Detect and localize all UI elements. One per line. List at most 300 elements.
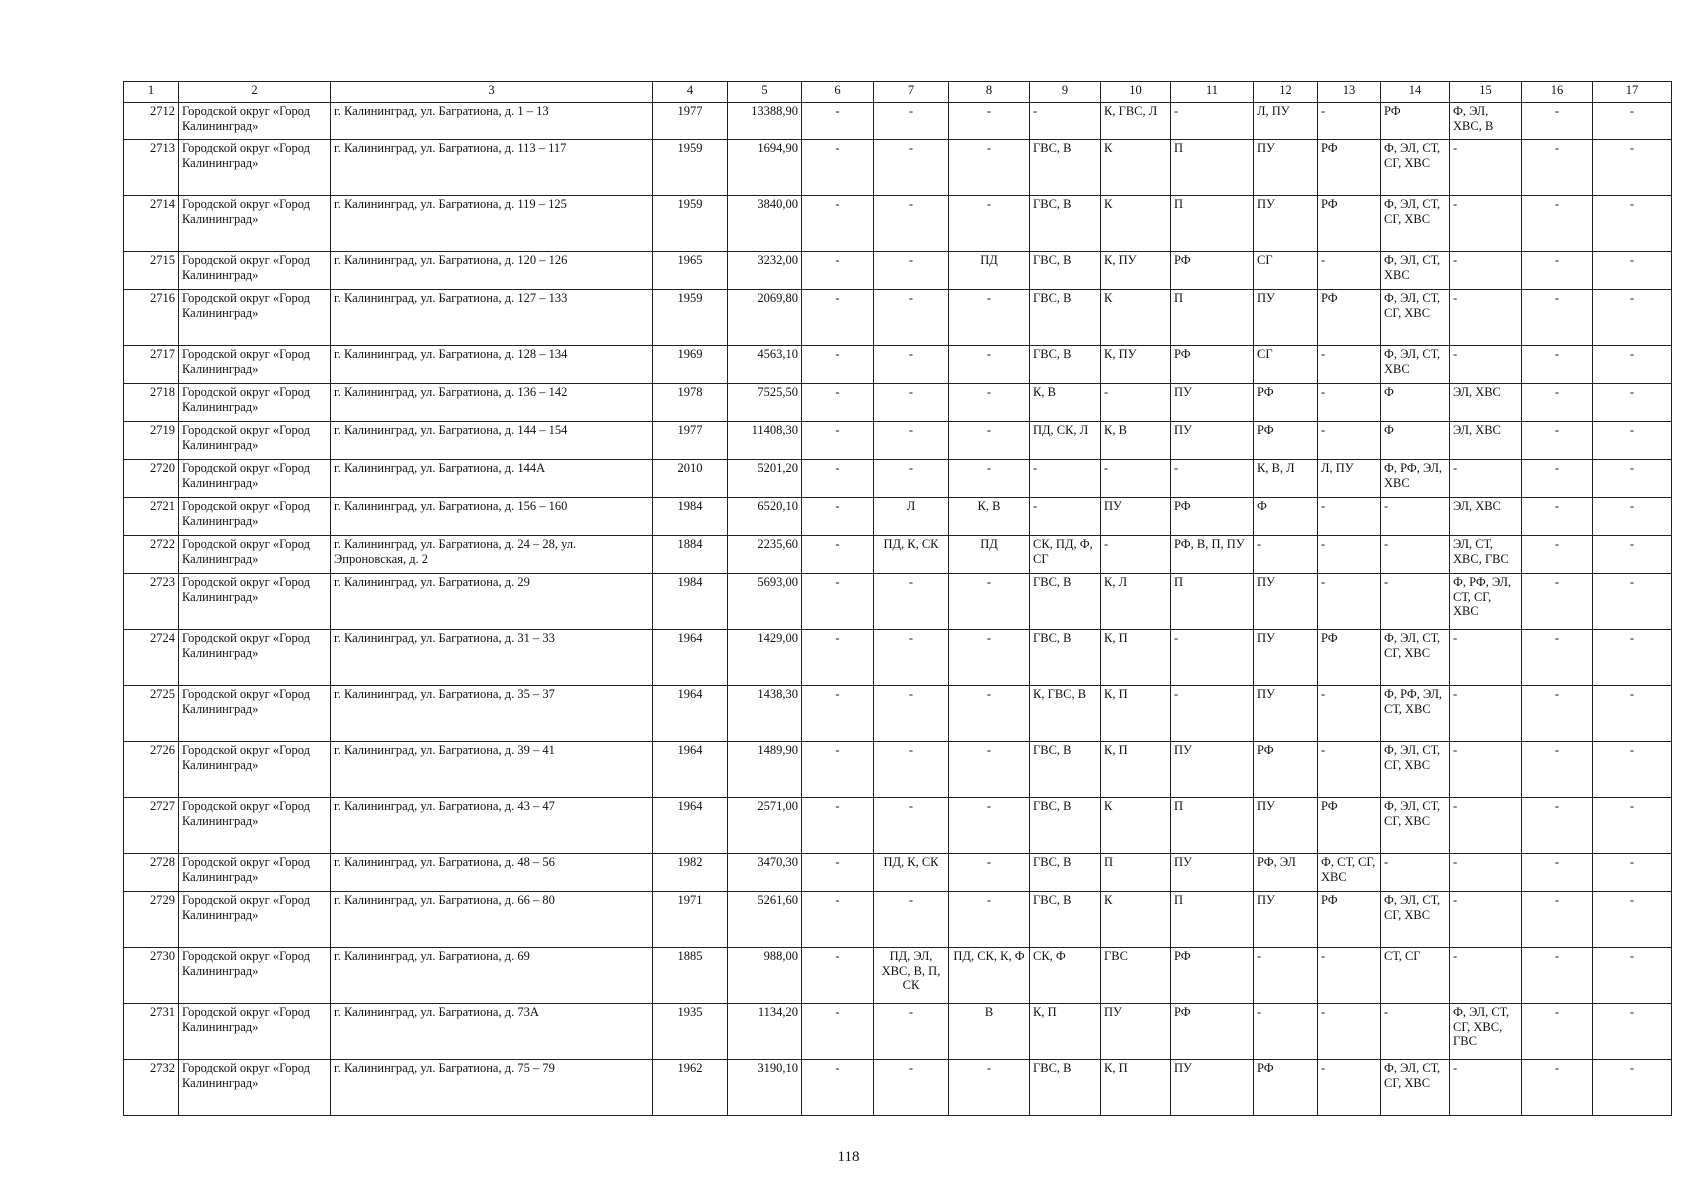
cell-col-13: -	[1318, 103, 1381, 140]
table-row	[124, 384, 1672, 422]
cell-col-2: Городской округ «Город Калининград»	[179, 103, 331, 140]
cell-col-15: -	[1450, 1060, 1522, 1116]
cell-col-2: Городской округ «Город Калининград»	[179, 498, 331, 536]
cell-col-7: ПД, К, СК	[874, 536, 949, 574]
cell-col-7: -	[874, 1004, 949, 1060]
cell-col-10: К, В	[1101, 422, 1171, 460]
cell-col-10: К	[1101, 798, 1171, 854]
cell-col-12: ПУ	[1254, 798, 1318, 854]
cell-col-14: Ф, ЭЛ, СТ, СГ, ХВС	[1381, 892, 1450, 948]
cell-col-11: -	[1171, 460, 1254, 498]
cell-col-11: ПУ	[1171, 422, 1254, 460]
cell-col-9: ГВС, В	[1030, 140, 1101, 196]
cell-col-14: Ф, ЭЛ, СТ, СГ, ХВС	[1381, 630, 1450, 686]
cell-col-13: -	[1318, 252, 1381, 290]
cell-col-17: -	[1593, 892, 1672, 948]
cell-col-2: Городской округ «Город Калининград»	[179, 536, 331, 574]
cell-col-1: 2718	[124, 384, 179, 422]
cell-col-5: 3840,00	[728, 196, 802, 252]
cell-col-7: -	[874, 574, 949, 630]
cell-col-11: -	[1171, 630, 1254, 686]
cell-col-14: Ф, ЭЛ, СТ, ХВС	[1381, 346, 1450, 384]
cell-col-15: ЭЛ, ХВС	[1450, 498, 1522, 536]
cell-col-17: -	[1593, 498, 1672, 536]
column-header-16: 16	[1522, 82, 1593, 103]
table-row	[124, 798, 1672, 854]
cell-col-5: 13388,90	[728, 103, 802, 140]
cell-col-1: 2715	[124, 252, 179, 290]
cell-col-16: -	[1522, 290, 1593, 346]
cell-col-3: г. Калининград, ул. Багратиона, д. 48 – 56	[331, 854, 653, 892]
cell-col-15: Ф, РФ, ЭЛ, СТ, СГ, ХВС	[1450, 574, 1522, 630]
cell-col-3: г. Калининград, ул. Багратиона, д. 75 – 79	[331, 1060, 653, 1116]
cell-col-9: К, В	[1030, 384, 1101, 422]
cell-col-13: -	[1318, 948, 1381, 1004]
cell-col-15: -	[1450, 140, 1522, 196]
cell-col-7: ПД, ЭЛ, ХВС, В, П, СК	[874, 948, 949, 1004]
cell-col-16: -	[1522, 422, 1593, 460]
cell-col-9: ПД, СК, Л	[1030, 422, 1101, 460]
cell-col-15: ЭЛ, ХВС	[1450, 422, 1522, 460]
cell-col-6: -	[802, 686, 874, 742]
cell-col-8: ПД	[949, 252, 1030, 290]
column-header-7: 7	[874, 82, 949, 103]
cell-col-5: 5261,60	[728, 892, 802, 948]
cell-col-11: РФ	[1171, 948, 1254, 1004]
cell-col-6: -	[802, 384, 874, 422]
cell-col-5: 5201,20	[728, 460, 802, 498]
cell-col-4: 1964	[653, 742, 728, 798]
table-row	[124, 854, 1672, 892]
cell-col-11: РФ, В, П, ПУ	[1171, 536, 1254, 574]
cell-col-12: РФ	[1254, 742, 1318, 798]
cell-col-16: -	[1522, 948, 1593, 1004]
cell-col-6: -	[802, 346, 874, 384]
cell-col-6: -	[802, 140, 874, 196]
cell-col-13: РФ	[1318, 798, 1381, 854]
cell-col-1: 2714	[124, 196, 179, 252]
cell-col-3: г. Калининград, ул. Багратиона, д. 69	[331, 948, 653, 1004]
cell-col-8: -	[949, 854, 1030, 892]
table-body	[124, 103, 1672, 1116]
cell-col-4: 1984	[653, 498, 728, 536]
cell-col-6: -	[802, 103, 874, 140]
cell-col-10: К, ПУ	[1101, 346, 1171, 384]
cell-col-13: -	[1318, 742, 1381, 798]
table-row	[124, 103, 1672, 140]
cell-col-15: -	[1450, 742, 1522, 798]
cell-col-2: Городской округ «Город Калининград»	[179, 1004, 331, 1060]
cell-col-14: -	[1381, 854, 1450, 892]
cell-col-7: -	[874, 742, 949, 798]
cell-col-11: П	[1171, 798, 1254, 854]
cell-col-15: -	[1450, 346, 1522, 384]
table-row	[124, 742, 1672, 798]
cell-col-13: -	[1318, 346, 1381, 384]
cell-col-8: -	[949, 574, 1030, 630]
cell-col-15: -	[1450, 252, 1522, 290]
cell-col-10: К, П	[1101, 742, 1171, 798]
cell-col-6: -	[802, 630, 874, 686]
cell-col-15: -	[1450, 948, 1522, 1004]
cell-col-8: -	[949, 140, 1030, 196]
table-row	[124, 1004, 1672, 1060]
cell-col-14: СТ, СГ	[1381, 948, 1450, 1004]
cell-col-5: 1134,20	[728, 1004, 802, 1060]
cell-col-16: -	[1522, 854, 1593, 892]
cell-col-10: ПУ	[1101, 498, 1171, 536]
cell-col-4: 1977	[653, 103, 728, 140]
cell-col-1: 2727	[124, 798, 179, 854]
cell-col-11: ПУ	[1171, 854, 1254, 892]
cell-col-9: -	[1030, 460, 1101, 498]
cell-col-5: 3232,00	[728, 252, 802, 290]
table-row	[124, 948, 1672, 1004]
cell-col-2: Городской округ «Город Калининград»	[179, 252, 331, 290]
column-header-11: 11	[1171, 82, 1254, 103]
cell-col-7: -	[874, 252, 949, 290]
cell-col-12: -	[1254, 536, 1318, 574]
cell-col-12: -	[1254, 948, 1318, 1004]
cell-col-15: -	[1450, 892, 1522, 948]
cell-col-1: 2723	[124, 574, 179, 630]
cell-col-11: РФ	[1171, 1004, 1254, 1060]
column-header-14: 14	[1381, 82, 1450, 103]
cell-col-12: ПУ	[1254, 686, 1318, 742]
cell-col-9: -	[1030, 103, 1101, 140]
cell-col-6: -	[802, 422, 874, 460]
cell-col-1: 2729	[124, 892, 179, 948]
cell-col-15: -	[1450, 686, 1522, 742]
column-header-15: 15	[1450, 82, 1522, 103]
cell-col-11: П	[1171, 196, 1254, 252]
header-row	[124, 82, 1672, 103]
cell-col-17: -	[1593, 196, 1672, 252]
table-row	[124, 290, 1672, 346]
table-row	[124, 536, 1672, 574]
cell-col-9: К, П	[1030, 1004, 1101, 1060]
cell-col-16: -	[1522, 460, 1593, 498]
cell-col-1: 2726	[124, 742, 179, 798]
table-row	[124, 574, 1672, 630]
cell-col-11: П	[1171, 892, 1254, 948]
cell-col-10: К, П	[1101, 686, 1171, 742]
table-row	[124, 460, 1672, 498]
cell-col-16: -	[1522, 574, 1593, 630]
cell-col-7: -	[874, 892, 949, 948]
cell-col-9: ГВС, В	[1030, 742, 1101, 798]
cell-col-4: 1965	[653, 252, 728, 290]
cell-col-4: 2010	[653, 460, 728, 498]
cell-col-14: Ф, ЭЛ, СТ, СГ, ХВС	[1381, 290, 1450, 346]
cell-col-8: -	[949, 1060, 1030, 1116]
cell-col-7: -	[874, 290, 949, 346]
cell-col-2: Городской округ «Город Калининград»	[179, 948, 331, 1004]
cell-col-7: -	[874, 196, 949, 252]
cell-col-17: -	[1593, 290, 1672, 346]
cell-col-2: Городской округ «Город Калининград»	[179, 346, 331, 384]
cell-col-2: Городской округ «Город Калининград»	[179, 892, 331, 948]
cell-col-9: ГВС, В	[1030, 252, 1101, 290]
cell-col-15: -	[1450, 290, 1522, 346]
cell-col-8: -	[949, 346, 1030, 384]
cell-col-10: П	[1101, 854, 1171, 892]
cell-col-15: -	[1450, 196, 1522, 252]
cell-col-5: 4563,10	[728, 346, 802, 384]
cell-col-15: ЭЛ, ХВС	[1450, 384, 1522, 422]
cell-col-13: РФ	[1318, 140, 1381, 196]
cell-col-14: Ф, ЭЛ, СТ, СГ, ХВС	[1381, 1060, 1450, 1116]
cell-col-1: 2725	[124, 686, 179, 742]
cell-col-2: Городской округ «Город Калининград»	[179, 290, 331, 346]
cell-col-4: 1964	[653, 686, 728, 742]
cell-col-3: г. Калининград, ул. Багратиона, д. 29	[331, 574, 653, 630]
cell-col-4: 1884	[653, 536, 728, 574]
table-row	[124, 498, 1672, 536]
table-row	[124, 196, 1672, 252]
cell-col-4: 1962	[653, 1060, 728, 1116]
cell-col-1: 2721	[124, 498, 179, 536]
cell-col-10: К, П	[1101, 630, 1171, 686]
cell-col-7: -	[874, 460, 949, 498]
cell-col-4: 1977	[653, 422, 728, 460]
table-row	[124, 346, 1672, 384]
cell-col-13: -	[1318, 498, 1381, 536]
column-header-1: 1	[124, 82, 179, 103]
cell-col-10: -	[1101, 536, 1171, 574]
cell-col-17: -	[1593, 798, 1672, 854]
cell-col-17: -	[1593, 536, 1672, 574]
cell-col-12: Л, ПУ	[1254, 103, 1318, 140]
cell-col-5: 988,00	[728, 948, 802, 1004]
cell-col-12: ПУ	[1254, 196, 1318, 252]
cell-col-7: -	[874, 103, 949, 140]
cell-col-11: ПУ	[1171, 384, 1254, 422]
cell-col-9: ГВС, В	[1030, 1060, 1101, 1116]
cell-col-9: ГВС, В	[1030, 346, 1101, 384]
cell-col-3: г. Калининград, ул. Багратиона, д. 1 – 13	[331, 103, 653, 140]
cell-col-16: -	[1522, 536, 1593, 574]
cell-col-2: Городской округ «Город Калининград»	[179, 686, 331, 742]
cell-col-1: 2719	[124, 422, 179, 460]
cell-col-12: ПУ	[1254, 630, 1318, 686]
cell-col-6: -	[802, 196, 874, 252]
cell-col-14: -	[1381, 498, 1450, 536]
cell-col-2: Городской округ «Город Калининград»	[179, 1060, 331, 1116]
cell-col-14: РФ	[1381, 103, 1450, 140]
cell-col-12: -	[1254, 1004, 1318, 1060]
cell-col-11: ПУ	[1171, 1060, 1254, 1116]
cell-col-16: -	[1522, 686, 1593, 742]
cell-col-14: Ф, ЭЛ, СТ, СГ, ХВС	[1381, 140, 1450, 196]
column-header-2: 2	[179, 82, 331, 103]
cell-col-13: -	[1318, 384, 1381, 422]
cell-col-16: -	[1522, 742, 1593, 798]
cell-col-12: РФ	[1254, 384, 1318, 422]
cell-col-13: -	[1318, 686, 1381, 742]
cell-col-2: Городской округ «Город Калининград»	[179, 798, 331, 854]
cell-col-12: СГ	[1254, 346, 1318, 384]
cell-col-8: -	[949, 422, 1030, 460]
cell-col-2: Городской округ «Город Калининград»	[179, 574, 331, 630]
cell-col-16: -	[1522, 384, 1593, 422]
cell-col-9: ГВС, В	[1030, 854, 1101, 892]
cell-col-14: Ф, РФ, ЭЛ, ХВС	[1381, 460, 1450, 498]
cell-col-13: РФ	[1318, 196, 1381, 252]
cell-col-5: 1694,90	[728, 140, 802, 196]
cell-col-6: -	[802, 460, 874, 498]
cell-col-13: Ф, СТ, СГ, ХВС	[1318, 854, 1381, 892]
cell-col-5: 5693,00	[728, 574, 802, 630]
cell-col-3: г. Калининград, ул. Багратиона, д. 35 – 37	[331, 686, 653, 742]
cell-col-17: -	[1593, 1004, 1672, 1060]
cell-col-5: 3190,10	[728, 1060, 802, 1116]
cell-col-17: -	[1593, 948, 1672, 1004]
table-row	[124, 140, 1672, 196]
cell-col-3: г. Калининград, ул. Багратиона, д. 24 – 28, ул. Эпроновская, д. 2	[331, 536, 653, 574]
cell-col-3: г. Калининград, ул. Багратиона, д. 119 – 125	[331, 196, 653, 252]
cell-col-9: СК, ПД, Ф, СГ	[1030, 536, 1101, 574]
cell-col-13: РФ	[1318, 892, 1381, 948]
cell-col-11: ПУ	[1171, 742, 1254, 798]
cell-col-15: Ф, ЭЛ, СТ, СГ, ХВС, ГВС	[1450, 1004, 1522, 1060]
cell-col-10: К	[1101, 892, 1171, 948]
cell-col-1: 2724	[124, 630, 179, 686]
cell-col-1: 2717	[124, 346, 179, 384]
cell-col-6: -	[802, 536, 874, 574]
cell-col-4: 1959	[653, 290, 728, 346]
cell-col-12: К, В, Л	[1254, 460, 1318, 498]
cell-col-12: Ф	[1254, 498, 1318, 536]
cell-col-8: -	[949, 892, 1030, 948]
cell-col-14: Ф, ЭЛ, СТ, ХВС	[1381, 252, 1450, 290]
cell-col-6: -	[802, 498, 874, 536]
cell-col-10: -	[1101, 460, 1171, 498]
table-row	[124, 686, 1672, 742]
cell-col-7: ПД, К, СК	[874, 854, 949, 892]
cell-col-8: -	[949, 290, 1030, 346]
cell-col-5: 2235,60	[728, 536, 802, 574]
cell-col-13: РФ	[1318, 290, 1381, 346]
cell-col-7: -	[874, 140, 949, 196]
cell-col-1: 2720	[124, 460, 179, 498]
cell-col-2: Городской округ «Город Калининград»	[179, 742, 331, 798]
cell-col-5: 11408,30	[728, 422, 802, 460]
cell-col-3: г. Калининград, ул. Багратиона, д. 136 – 142	[331, 384, 653, 422]
cell-col-7: -	[874, 630, 949, 686]
cell-col-6: -	[802, 798, 874, 854]
cell-col-15: -	[1450, 630, 1522, 686]
cell-col-1: 2728	[124, 854, 179, 892]
cell-col-3: г. Калининград, ул. Багратиона, д. 127 – 133	[331, 290, 653, 346]
cell-col-8: -	[949, 196, 1030, 252]
cell-col-8: -	[949, 630, 1030, 686]
column-header-12: 12	[1254, 82, 1318, 103]
column-header-13: 13	[1318, 82, 1381, 103]
cell-col-13: -	[1318, 1004, 1381, 1060]
cell-col-17: -	[1593, 854, 1672, 892]
cell-col-7: Л	[874, 498, 949, 536]
cell-col-5: 6520,10	[728, 498, 802, 536]
cell-col-16: -	[1522, 103, 1593, 140]
cell-col-5: 7525,50	[728, 384, 802, 422]
cell-col-6: -	[802, 1060, 874, 1116]
cell-col-7: -	[874, 798, 949, 854]
cell-col-17: -	[1593, 422, 1672, 460]
column-header-4: 4	[653, 82, 728, 103]
cell-col-4: 1982	[653, 854, 728, 892]
cell-col-4: 1984	[653, 574, 728, 630]
cell-col-17: -	[1593, 346, 1672, 384]
data-table	[123, 81, 1672, 1116]
cell-col-7: -	[874, 686, 949, 742]
cell-col-11: П	[1171, 140, 1254, 196]
cell-col-5: 3470,30	[728, 854, 802, 892]
cell-col-10: ГВС	[1101, 948, 1171, 1004]
cell-col-2: Городской округ «Город Калининград»	[179, 196, 331, 252]
cell-col-16: -	[1522, 798, 1593, 854]
cell-col-15: -	[1450, 854, 1522, 892]
cell-col-11: -	[1171, 686, 1254, 742]
cell-col-17: -	[1593, 574, 1672, 630]
cell-col-15: -	[1450, 798, 1522, 854]
cell-col-11: П	[1171, 290, 1254, 346]
cell-col-4: 1959	[653, 140, 728, 196]
cell-col-2: Городской округ «Город Калининград»	[179, 422, 331, 460]
cell-col-8: ПД	[949, 536, 1030, 574]
cell-col-5: 2069,80	[728, 290, 802, 346]
cell-col-10: К	[1101, 196, 1171, 252]
cell-col-3: г. Калининград, ул. Багратиона, д. 156 – 160	[331, 498, 653, 536]
cell-col-2: Городской округ «Город Калининград»	[179, 854, 331, 892]
cell-col-4: 1964	[653, 630, 728, 686]
cell-col-2: Городской округ «Город Калининград»	[179, 630, 331, 686]
cell-col-6: -	[802, 892, 874, 948]
cell-col-4: 1971	[653, 892, 728, 948]
cell-col-1: 2732	[124, 1060, 179, 1116]
cell-col-6: -	[802, 574, 874, 630]
cell-col-7: -	[874, 384, 949, 422]
cell-col-8: К, В	[949, 498, 1030, 536]
cell-col-1: 2712	[124, 103, 179, 140]
cell-col-8: В	[949, 1004, 1030, 1060]
cell-col-17: -	[1593, 103, 1672, 140]
cell-col-17: -	[1593, 140, 1672, 196]
column-header-10: 10	[1101, 82, 1171, 103]
cell-col-14: -	[1381, 536, 1450, 574]
cell-col-9: ГВС, В	[1030, 630, 1101, 686]
cell-col-12: ПУ	[1254, 140, 1318, 196]
cell-col-4: 1935	[653, 1004, 728, 1060]
cell-col-12: ПУ	[1254, 892, 1318, 948]
cell-col-13: -	[1318, 574, 1381, 630]
cell-col-3: г. Калининград, ул. Багратиона, д. 66 – 80	[331, 892, 653, 948]
cell-col-12: ПУ	[1254, 574, 1318, 630]
cell-col-14: -	[1381, 1004, 1450, 1060]
cell-col-17: -	[1593, 1060, 1672, 1116]
cell-col-17: -	[1593, 384, 1672, 422]
cell-col-10: ПУ	[1101, 1004, 1171, 1060]
cell-col-1: 2730	[124, 948, 179, 1004]
cell-col-13: Л, ПУ	[1318, 460, 1381, 498]
cell-col-3: г. Калининград, ул. Багратиона, д. 120 – 126	[331, 252, 653, 290]
column-header-8: 8	[949, 82, 1030, 103]
cell-col-15: Ф, ЭЛ, ХВС, В	[1450, 103, 1522, 140]
cell-col-2: Городской округ «Город Калининград»	[179, 460, 331, 498]
cell-col-15: -	[1450, 460, 1522, 498]
cell-col-8: -	[949, 686, 1030, 742]
cell-col-12: РФ	[1254, 1060, 1318, 1116]
